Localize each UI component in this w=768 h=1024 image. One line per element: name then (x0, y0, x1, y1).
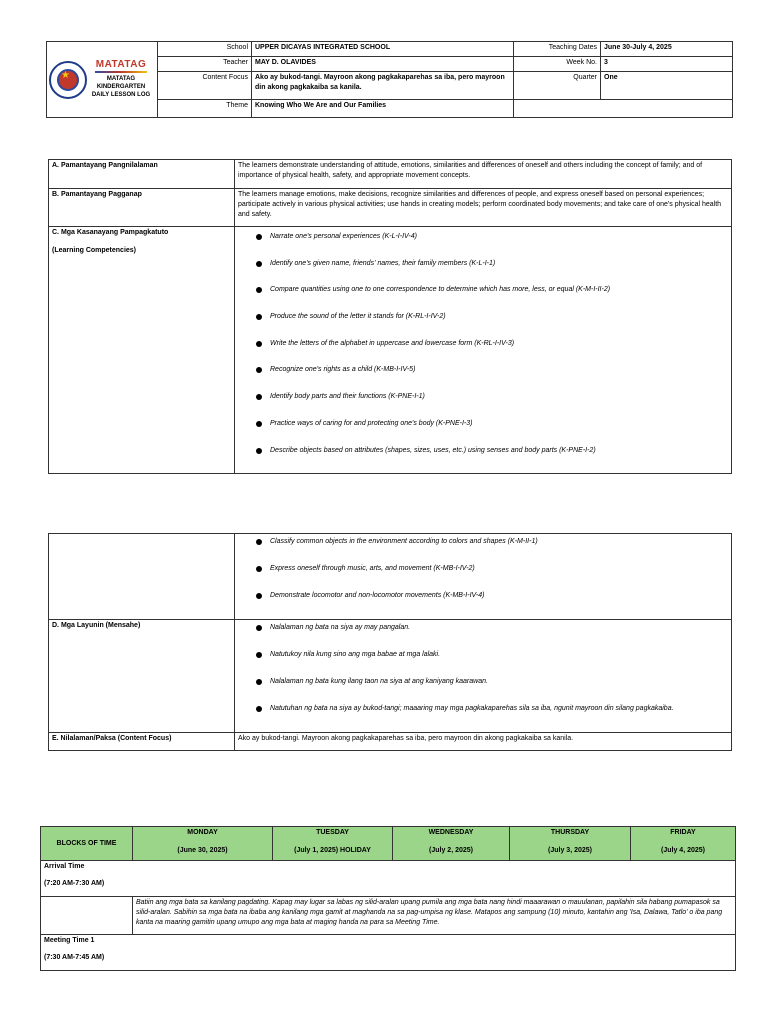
objective-item: Natutukoy nila kung sino ang mga babae at mga lalaki. (256, 650, 728, 660)
competency-item: Describe objects based on attributes (shapes, sizes, uses, etc.) using senses and body parts (K-PNE-I-2) (256, 446, 728, 456)
day-name: TUESDAY (316, 829, 349, 836)
competency-item: Practice ways of caring for and protecting one's body (K-PNE-I-3) (256, 419, 728, 429)
objective-item: Nalalaman ng bata kung ilang taon na siya at ang kaniyang kaarawan. (256, 677, 728, 687)
section-e-text: Ako ay bukod-tangi. Mayroon akong pagkakaparehas sa iba, pero mayroon din akong pagkakaiba sa kanila. (235, 733, 732, 751)
teacher-label: Teacher (158, 57, 252, 72)
day-header-monday (133, 827, 273, 861)
competencies-continued-list (238, 537, 728, 601)
week-value: 3 (601, 57, 733, 72)
objectives-list (238, 623, 728, 714)
logo-line1: MATATAG (106, 76, 136, 82)
empty-cell (514, 100, 733, 118)
empty-cell (49, 534, 235, 620)
competency-item: Demonstrate locomotor and non-locomotor movements (K-MB-I-IV-4) (256, 591, 728, 601)
content-focus-value: Ako ay bukod-tangi. Mayroon akong pagkakaparehas sa iba, pero mayroon din akong pagkakaiba sa kanila. (252, 72, 514, 100)
section-d-label: D. Mga Layunin (Mensahe) (49, 620, 235, 733)
day-date: (July 3, 2025) (548, 847, 592, 854)
meeting-time-range: (7:30 AM-7:45 AM) (44, 954, 105, 961)
competency-item: Recognize one's rights as a child (K-MB-I-IV-5) (256, 365, 728, 375)
header-table (46, 41, 733, 118)
day-name: WEDNESDAY (428, 829, 474, 836)
deped-seal-icon: ★ (49, 61, 87, 99)
day-date: (June 30, 2025) (177, 847, 228, 854)
logo-stripe (95, 71, 147, 73)
section-e-label: E. Nilalaman/Paksa (Content Focus) (49, 733, 235, 751)
day-header-friday (631, 827, 736, 861)
blocks-of-time-header: BLOCKS OF TIME (41, 827, 133, 861)
teacher-value: MAY D. OLAVIDES (252, 57, 514, 72)
content-focus-label: Content Focus (158, 72, 252, 100)
objectives-table (48, 533, 732, 751)
day-header-wednesday (393, 827, 510, 861)
objective-item: Natutuhan ng bata na siya ay bukod-tangi; maaaring may mga pagkakaparehas sila sa iba, ngunit mayroon din silang pagkakaiba. (256, 704, 728, 714)
teaching-dates-label: Teaching Dates (514, 42, 601, 57)
day-name: FRIDAY (670, 829, 696, 836)
section-b-text: The learners manage emotions, make decisions, recognize similarities and differences of people, and express oneself based on personal experiences; participate actively in various physical activities; use hands in creating models; perform coordinated body movements; and take care of one's physical health and safety. (235, 189, 732, 227)
theme-label: Theme (158, 100, 252, 118)
empty-cell (41, 897, 133, 935)
school-label: School (158, 42, 252, 57)
day-header-tuesday (273, 827, 393, 861)
arrival-time-range: (7:20 AM-7:30 AM) (44, 880, 105, 887)
schedule-table (40, 826, 736, 971)
day-header-thursday (510, 827, 631, 861)
quarter-value: One (601, 72, 733, 100)
quarter-label: Quarter (514, 72, 601, 100)
competencies-list (238, 232, 728, 456)
matatag-logo: MATATAG (95, 59, 147, 70)
day-date: (July 1, 2025) HOLIDAY (294, 847, 371, 854)
meeting-time-title: Meeting Time 1 (44, 937, 95, 944)
day-date: (July 4, 2025) (661, 847, 705, 854)
standards-table (48, 159, 732, 474)
section-a-label: A. Pamantayang Pangnilalaman (49, 160, 235, 189)
section-c-sublabel: (Learning Competencies) (52, 247, 137, 254)
section-c-label: C. Mga Kasanayang Pampagkatuto (52, 229, 169, 236)
competency-item: Compare quantities using one to one correspondence to determine which has more, less, or equal (K-M-I-II-2) (256, 285, 728, 295)
objective-item: Nalalaman ng bata na siya ay may pangalan. (256, 623, 728, 633)
arrival-time-title: Arrival Time (44, 863, 85, 870)
day-name: THURSDAY (550, 829, 590, 836)
competency-item: Identify one's given name, friends' names, their family members (K-L-I-1) (256, 259, 728, 269)
week-label: Week No. (514, 57, 601, 72)
school-value: UPPER DICAYAS INTEGRATED SCHOOL (252, 42, 514, 57)
competency-item: Identify body parts and their functions (K-PNE-I-1) (256, 392, 728, 402)
logo-line3: DAILY LESSON LOG (91, 92, 151, 98)
section-b-label: B. Pamantayang Pagganap (49, 189, 235, 227)
competency-item: Classify common objects in the environment according to colors and shapes (K-M-II-1) (256, 537, 728, 547)
logo-line2: KINDERGARTEN (96, 84, 146, 90)
competency-item: Narrate one's personal experiences (K-L-I-IV-4) (256, 232, 728, 242)
competency-item: Write the letters of the alphabet in uppercase and lowercase form (K-RL-I-IV-3) (256, 339, 728, 349)
arrival-instructions: Batiin ang mga bata sa kanilang pagdating. Kapag may lugar sa labas ng silid-aralan upang pumila ang mga bata nang hindi maaarawan o mauulanan, papilahin sila habang pumapasok sa silid-aralan. Sabihin sa mga bata na ibaba ang kanilang mga gamit at maghanda na sa pag-umpisa ng klase. Matapos ang sampung (10) minuto, kantahin ang 'Isa, Dalawa, Tatlo' o iba pang kanta na maaring gamitin upang umupo ang mga bata at maging handa na para sa Meeting Time. (133, 897, 736, 935)
logo-block (47, 42, 158, 118)
competency-item: Produce the sound of the letter it stands for (K-RL-I-IV-2) (256, 312, 728, 322)
day-date: (July 2, 2025) (429, 847, 473, 854)
day-name: MONDAY (187, 829, 218, 836)
theme-value: Knowing Who We Are and Our Families (252, 100, 514, 118)
competency-item: Express oneself through music, arts, and movement (K-MB-I-IV-2) (256, 564, 728, 574)
section-a-text: The learners demonstrate understanding of attitude, emotions, similarities and differences of oneself and others including the concept of family; and of importance of physical health, safety, and appropriate movement concepts. (235, 160, 732, 189)
teaching-dates-value: June 30-July 4, 2025 (601, 42, 733, 57)
